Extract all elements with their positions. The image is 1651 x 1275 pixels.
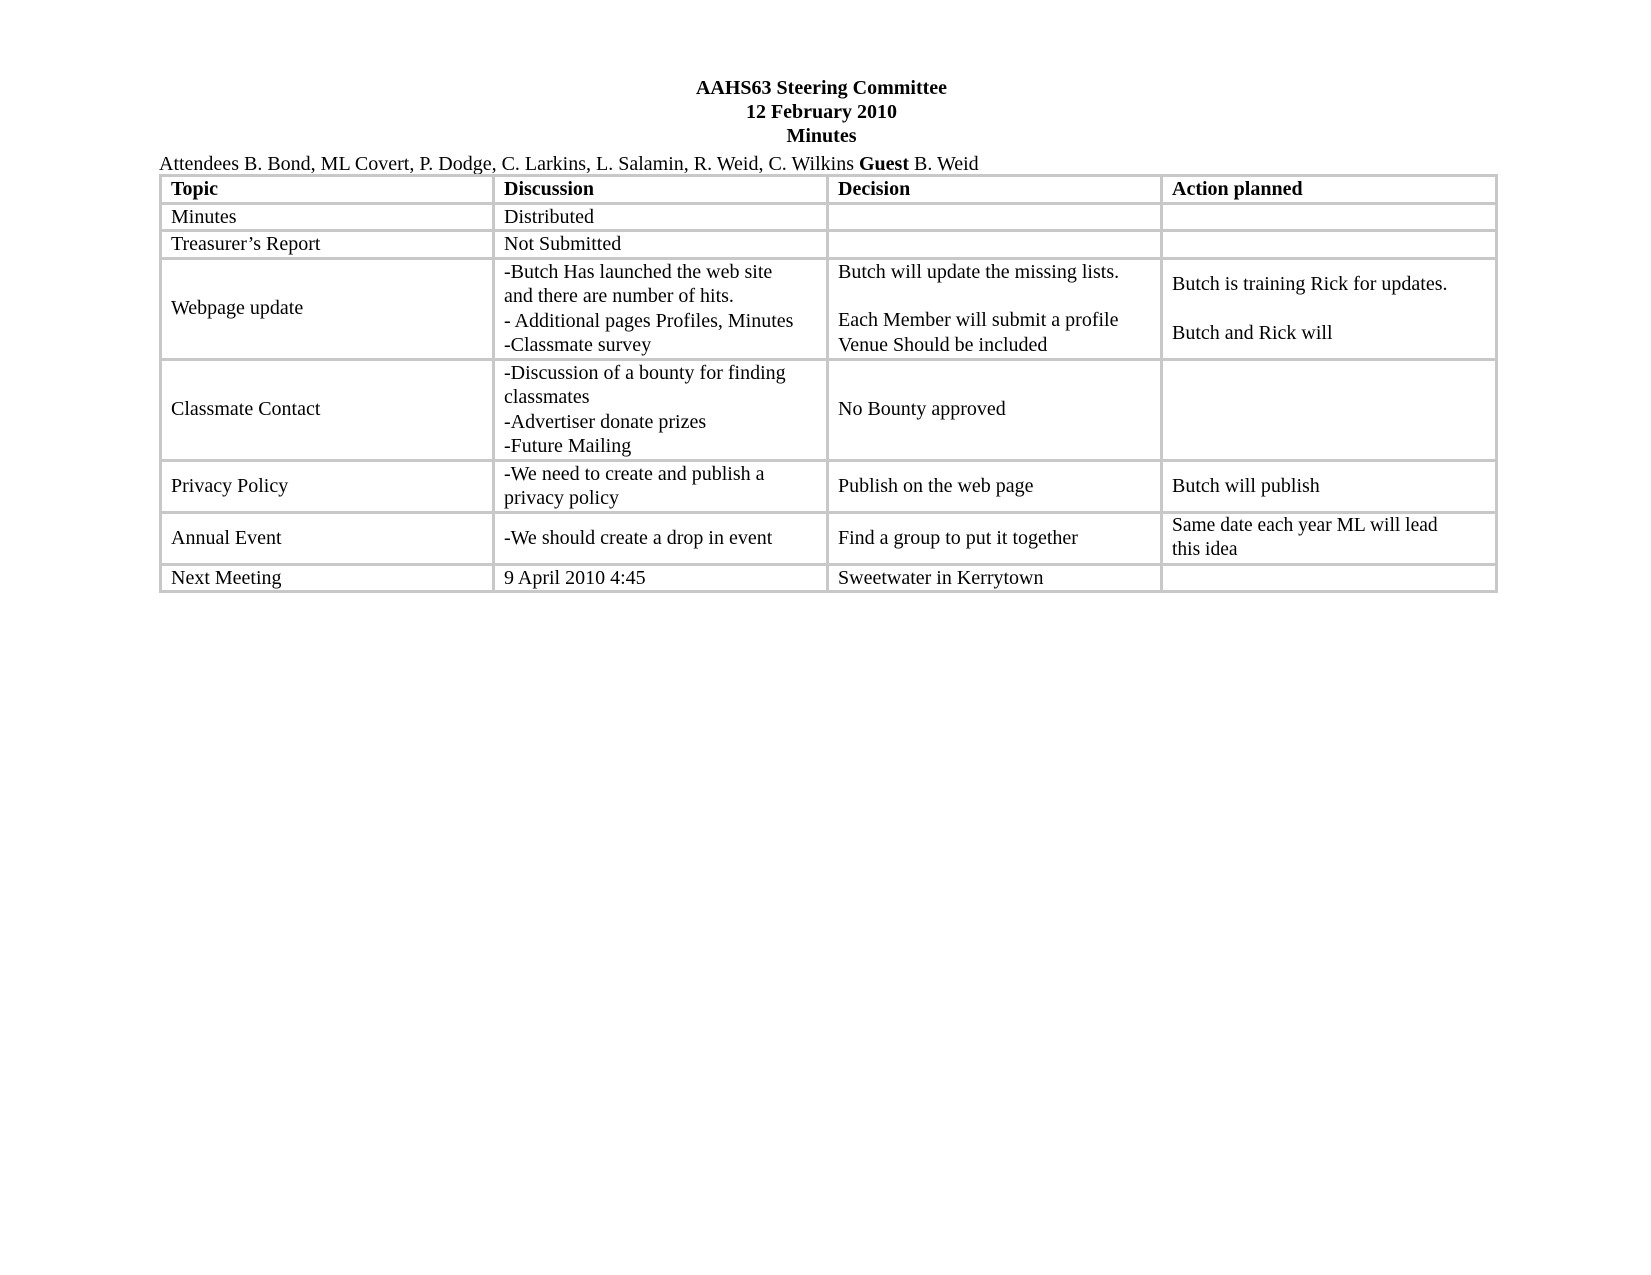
- topic-cell: Classmate Contact: [161, 359, 494, 460]
- discussion-line: -Classmate survey: [504, 334, 652, 356]
- decision-line: No Bounty approved: [838, 398, 1006, 421]
- attendees-names: B. Bond, ML Covert, P. Dodge, C. Larkins, L. Salamin, R. Weid, C. Wilkins: [243, 153, 854, 175]
- document-header: [0, 76, 1651, 148]
- decision-cell: [828, 359, 1162, 460]
- decision-cell: [828, 512, 1162, 564]
- discussion-line: -Advertiser donate prizes: [504, 410, 707, 433]
- guest-name: B. Weid: [913, 153, 979, 175]
- action-cell: [1162, 258, 1497, 359]
- decision-cell: [828, 564, 1162, 592]
- action-line: this idea: [1172, 539, 1238, 560]
- decision-cell: [828, 231, 1162, 259]
- decision-line: Venue Should be included: [838, 333, 1048, 356]
- discussion-cell: [494, 512, 828, 564]
- minutes-table: [159, 174, 1498, 593]
- decision-line: Sweetwater in Kerrytown: [838, 566, 1044, 589]
- discussion-line: -Butch Has launched the web site: [504, 260, 773, 283]
- topic-cell: Treasurer’s Report: [161, 231, 494, 259]
- table-row: [161, 258, 1497, 359]
- action-line: Butch is training Rick for updates.: [1172, 273, 1448, 295]
- discussion-line: 9 April 2010 4:45: [504, 566, 646, 589]
- table-row: [161, 460, 1497, 512]
- discussion-line: -We should create a drop in event: [504, 526, 773, 549]
- decision-line: Each Member will submit a profile: [838, 309, 1119, 331]
- action-cell: [1162, 359, 1497, 460]
- decision-cell: [828, 203, 1162, 231]
- discussion-line: Not Submitted: [504, 233, 622, 255]
- attendees-label: Attendees: [159, 153, 239, 175]
- guest-label: Guest: [858, 153, 909, 175]
- decision-cell: [828, 460, 1162, 512]
- discussion-line: -Future Mailing: [504, 435, 632, 457]
- discussion-line: - Additional pages Profiles, Minutes: [504, 309, 794, 332]
- table-row: [161, 203, 1497, 231]
- discussion-line: -Discussion of a bounty for finding: [504, 361, 786, 384]
- decision-line: Find a group to put it together: [838, 526, 1078, 549]
- attendees-line: [159, 152, 979, 176]
- table-row: [161, 564, 1497, 592]
- column-header-discussion: Discussion: [494, 176, 828, 204]
- topic-cell: Minutes: [161, 203, 494, 231]
- action-cell: [1162, 512, 1497, 564]
- document-title: AAHS63 Steering Committee: [695, 77, 948, 99]
- discussion-line: and there are number of hits.: [504, 285, 734, 307]
- discussion-line: classmates: [504, 386, 590, 408]
- action-line: Butch will publish: [1172, 474, 1320, 497]
- discussion-cell: [494, 203, 828, 231]
- meeting-date: 12 February 2010: [745, 101, 898, 123]
- table-header-row: [161, 176, 1497, 204]
- discussion-cell: [494, 359, 828, 460]
- discussion-cell: [494, 258, 828, 359]
- table-row: [161, 231, 1497, 259]
- topic-cell: Next Meeting: [161, 564, 494, 592]
- topic-cell: Privacy Policy: [161, 460, 494, 512]
- decision-line: Butch will update the missing lists.: [838, 260, 1120, 283]
- decision-cell: [828, 258, 1162, 359]
- discussion-cell: [494, 231, 828, 259]
- discussion-cell: [494, 564, 828, 592]
- discussion-line: privacy policy: [504, 487, 619, 509]
- topic-cell: Webpage update: [161, 258, 494, 359]
- action-cell: [1162, 231, 1497, 259]
- topic-cell: Annual Event: [161, 512, 494, 564]
- action-cell: [1162, 564, 1497, 592]
- discussion-line: Distributed: [504, 205, 594, 228]
- table-row: [161, 359, 1497, 460]
- action-cell: [1162, 203, 1497, 231]
- document-subtitle: Minutes: [786, 125, 857, 147]
- decision-line: Publish on the web page: [838, 474, 1034, 497]
- column-header-topic: Topic: [161, 176, 494, 204]
- column-header-decision: Decision: [828, 176, 1162, 204]
- column-header-action: Action planned: [1162, 176, 1497, 204]
- discussion-line: -We need to create and publish a: [504, 462, 765, 485]
- action-line: Butch and Rick will: [1172, 321, 1333, 344]
- discussion-cell: [494, 460, 828, 512]
- table-row: [161, 512, 1497, 564]
- action-line: Same date each year ML will lead: [1172, 514, 1438, 536]
- action-cell: [1162, 460, 1497, 512]
